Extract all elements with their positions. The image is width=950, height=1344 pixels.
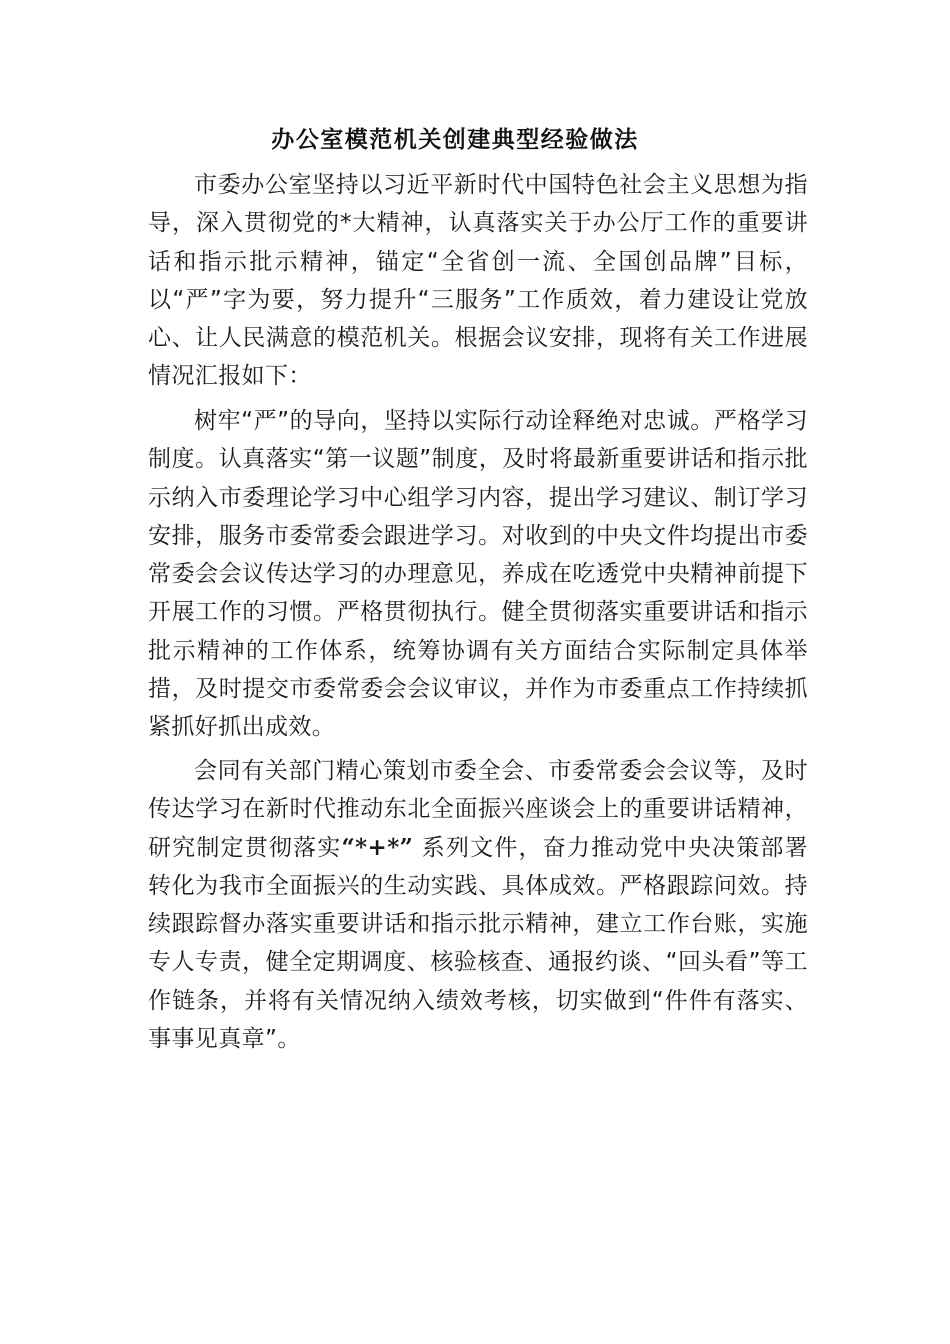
document-title-container (0, 122, 950, 158)
document-title: 办公室模范机关创建典型经验做法 (271, 126, 639, 153)
paragraph-strict-orientation: 树牢“严”的导向，坚持以实际行动诠释绝对忠诚。严格学习制度。认真落实“第一议题”制度，及时将最新重要讲话和指示批示纳入市委理论学习中心组学习内容，提出学习建议、制订学习安排，服务市委常委会跟进学习。对收到的中央文件均提出市委常委会会议传达学习的办理意见，养成在吃透党中央精神前提下开展工作的习惯。严格贯彻执行。健全贯彻落实重要讲话和指示批示精神的工作体系，统筹协调有关方面结合实际制定具体举措，及时提交市委常委会会议审议，并作为市委重点工作持续抓紧抓好抓出成效。 (148, 408, 808, 741)
paragraph-intro: 市委办公室坚持以习近平新时代中国特色社会主义思想为指导，深入贯彻党的*大精神，认真落实关于办公厅工作的重要讲话和指示批示精神，锚定“全省创一流、全国创品牌”目标，以“严”字为要，努力提升“三服务”工作质效，着力建设让党放心、让人民满意的模范机关。根据会议安排，现将有关工作进展情况汇报如下： (148, 172, 808, 390)
paragraph-meetings-after: 系列文件，奋力推动党中央决策部署转化为我市全面振兴的生动实践、具体成效。严格跟踪问效。持续跟踪督办落实重要讲话和指示批示精神，建立工作台账，实施专人专责，健全定期调度、核验核查、通报约谈、“回头看”等工作链条，并将有关情况纳入绩效考核，切实做到“件件有落实、事事见真章”。 (148, 834, 808, 1053)
paragraph-meetings-before: 会同有关部门精心策划市委全会、市委常委会会议等，及时传达学习在新时代推动东北全面振兴座谈会上的重要讲话精神，研究制定贯彻落实 (148, 758, 808, 861)
paragraph-meetings (148, 752, 808, 1058)
paragraph-meetings-mark: “*+*” (341, 833, 414, 861)
